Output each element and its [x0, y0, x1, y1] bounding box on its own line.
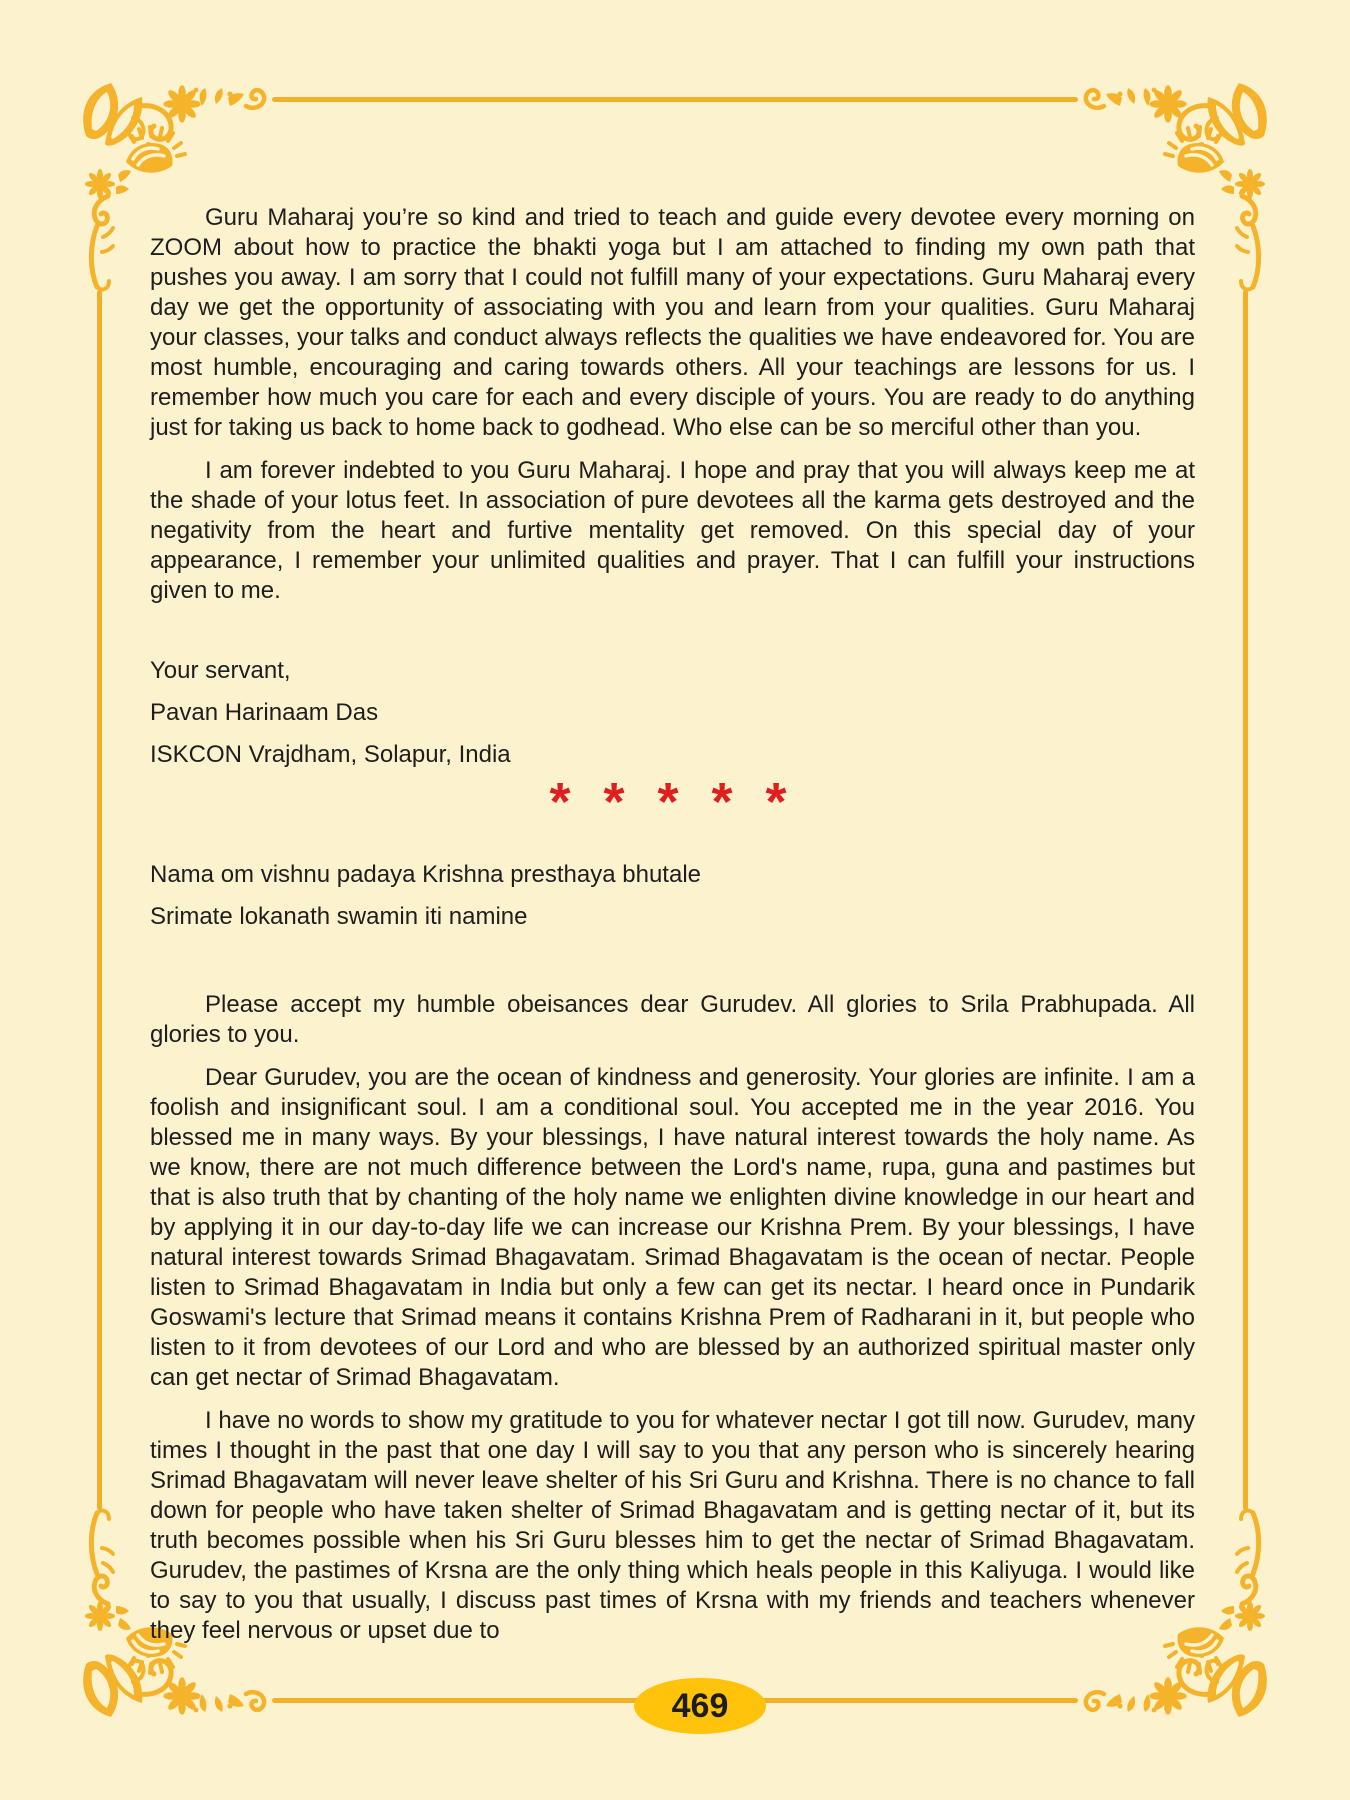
letter-paragraph: Dear Gurudev, you are the ocean of kindness and generosity. Your glories are infinite. I am a foolish and insignificant soul. I am a conditional soul. You accepted me in the year 2016. You blessed me in many ways. By your blessings, I have natural interest towards the holy name. As we know, there are not much difference between the Lord's name, rupa, guna and pastimes but that is also truth that by chanting of the holy name we enlighten divine knowledge in our heart and by applying it in our day-to-day life we can increase our Krishna Prem. By your blessings, I have natural interest towards Srimad Bhagavatam. Srimad Bhagavatam is the ocean of nectar. People listen to Srimad Bhagavatam in India but only a few can get its nectar. I heard once in Pundarik Goswami's lecture that Srimad means it contains Krishna Prem of Radharani in it, but people who listen to it from devotees of our Lord and who are blessed by an authorized spiritual master only can get nectar of Srimad Bhagavatam. — [150, 1064, 1195, 1391]
invocation-block — [150, 860, 1195, 932]
page-number-badge — [634, 1678, 766, 1734]
page-content — [150, 203, 1195, 1646]
page-number: 469 — [671, 1686, 729, 1725]
invocation-line: Nama om vishnu padaya Krishna presthaya bhutale — [150, 861, 701, 888]
letter-paragraph: Guru Maharaj you’re so kind and tried to teach and guide every devotee every morning on ZOOM about how to practice the bhakti yoga but I am attached to finding my own path that pushes you away. I am sorry that I could not fulfill many of your expectations. Guru Maharaj every day we get the opportunity of associating with you and learn from your qualities. Guru Maharaj your classes, your talks and conduct always reflects the qualities we have endeavored for. You are most humble, encouraging and caring towards others. All your teachings are lessons for us. I remember how much you care for each and every disciple of yours. You are ready to do anything just for taking us back to home back to godhead. Who else can be so merciful other than you. — [150, 204, 1195, 441]
border-line-right — [1243, 290, 1248, 1510]
signature-line: Your servant, — [150, 657, 291, 684]
signature-line: Pavan Harinaam Das — [150, 699, 379, 726]
signature-block — [150, 656, 1195, 770]
letter-paragraph: I have no words to show my gratitude to you for whatever nectar I got till now. Gurudev, many times I thought in the past that one day I will say to you that any person who is sincerely hearing Srimad Bhagavatam will never leave shelter of his Sri Guru and Krishna. There is no chance to fall down for people who have taken shelter of Srimad Bhagavatam and is getting nectar of it, but its truth becomes possible when his Sri Guru blesses him to get the nectar of Srimad Bhagavatam. Gurudev, the pastimes of Krsna are the only thing which heals people in this Kaliyuga. I would like to say to you that usually, I discuss past times of Krsna with my friends and teachers whenever they feel nervous or upset due to — [150, 1407, 1195, 1644]
letter-paragraph: Please accept my humble obeisances dear Gurudev. All glories to Srila Prabhupada. All glories to you. — [150, 991, 1195, 1048]
section-separator-asterisks: * * * * * — [549, 772, 796, 832]
letter-paragraph: I am forever indebted to you Guru Maharaj. I hope and pray that you will always keep me at the shade of your lotus feet. In association of pure devotees all the karma gets destroyed and the negativity from the heart and furtive mentality get removed. On this special day of your appearance, I remember your unlimited qualities and prayer. That I can fulfill your instructions given to me. — [150, 457, 1195, 604]
invocation-line: Srimate lokanath swamin iti namine — [150, 903, 528, 930]
letter1-paragraphs — [150, 203, 1195, 606]
letter2-paragraphs — [150, 990, 1195, 1646]
border-line-left — [97, 290, 102, 1510]
signature-line: ISKCON Vrajdham, Solapur, India — [150, 741, 511, 768]
border-line-top — [272, 97, 1078, 102]
